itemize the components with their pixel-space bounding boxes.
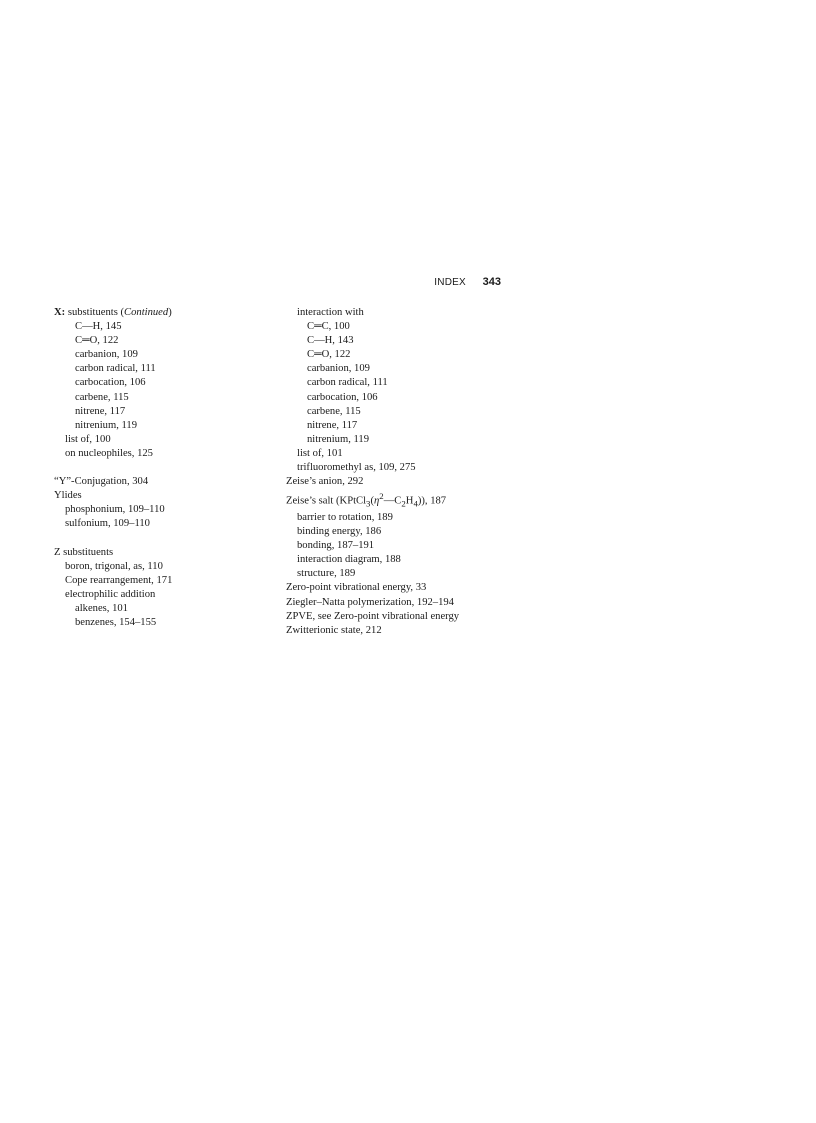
- index-subentry: phosphonium, 109–110: [65, 504, 165, 516]
- index-subentry: C—H, 143: [307, 335, 354, 347]
- index-subentry: list of, 100: [65, 433, 111, 445]
- index-column-right: [286, 306, 526, 638]
- index-subentry: sulfonium, 109–110: [65, 518, 150, 530]
- index-subentry: structure, 189: [297, 568, 356, 580]
- index-subentry: list of, 101: [297, 447, 343, 459]
- index-subentry: carbanion, 109: [307, 363, 370, 375]
- index-subentry: carbene, 115: [75, 391, 129, 403]
- index-subentry: nitrenium, 119: [307, 433, 369, 445]
- index-subentry: interaction with: [297, 307, 364, 318]
- index-subentry: carbene, 115: [307, 405, 361, 417]
- index-subentry: carbocation, 106: [307, 391, 378, 403]
- index-column-left: [54, 306, 264, 630]
- page-number: 343: [482, 276, 501, 288]
- index-subentry: interaction diagram, 188: [297, 554, 401, 566]
- index-subentry: nitrene, 117: [307, 419, 358, 431]
- index-entry: ZPVE, see Zero-point vibrational energy: [286, 610, 460, 622]
- index-subentry: boron, trigonal, as, 110: [65, 560, 163, 572]
- index-entry: Ylides: [54, 490, 82, 502]
- index-subentry: nitrene, 117: [75, 405, 126, 417]
- index-subentry: barrier to rotation, 189: [297, 511, 393, 523]
- index-subentry: carbanion, 109: [75, 349, 138, 361]
- index-entry: Ziegler–Natta polymerization, 192–194: [286, 596, 454, 608]
- index-entry: Zero-point vibrational energy, 33: [286, 582, 427, 594]
- header-title: INDEX: [434, 277, 466, 288]
- index-subentry: C═C, 100: [307, 321, 350, 333]
- index-subentry: carbon radical, 111: [75, 363, 156, 375]
- index-subentry: benzenes, 154–155: [75, 617, 157, 629]
- index-subentry: carbocation, 106: [75, 377, 146, 389]
- index-subentry: on nucleophiles, 125: [65, 447, 153, 459]
- index-subentry: carbon radical, 111: [307, 377, 388, 389]
- entry-group-gap: [54, 461, 264, 475]
- index-subentry: C═O, 122: [75, 335, 119, 347]
- x-symbol: X:: [54, 307, 66, 318]
- index-subentry: trifluoromethyl as, 109, 275: [297, 462, 416, 474]
- entry-group-gap: [54, 532, 264, 546]
- running-header: [0, 275, 501, 290]
- index-subentry: alkenes, 101: [75, 602, 128, 614]
- index-subentry: binding energy, 186: [297, 526, 382, 538]
- index-entry-x-substituents: X: substituents (Continued): [54, 307, 172, 318]
- index-entry-zeise-salt: Zeise’s salt $(KPtCl_3(\eta^2—C_2H_4))$, 187: [286, 491, 447, 509]
- index-subentry: C—H, 145: [75, 321, 122, 333]
- index-subentry: electrophilic addition: [65, 588, 156, 600]
- index-subentry: C═O, 122: [307, 349, 351, 361]
- index-entry: Zeise’s anion, 292: [286, 476, 364, 488]
- index-entry: Z substituents: [54, 546, 114, 558]
- index-subentry: nitrenium, 119: [75, 419, 137, 431]
- index-subentry: Cope rearrangement, 171: [65, 574, 173, 586]
- index-entry: “Y”-Conjugation, 304: [54, 476, 149, 488]
- index-subentry: bonding, 187–191: [297, 540, 375, 552]
- index-entry: Zwitterionic state, 212: [286, 624, 382, 636]
